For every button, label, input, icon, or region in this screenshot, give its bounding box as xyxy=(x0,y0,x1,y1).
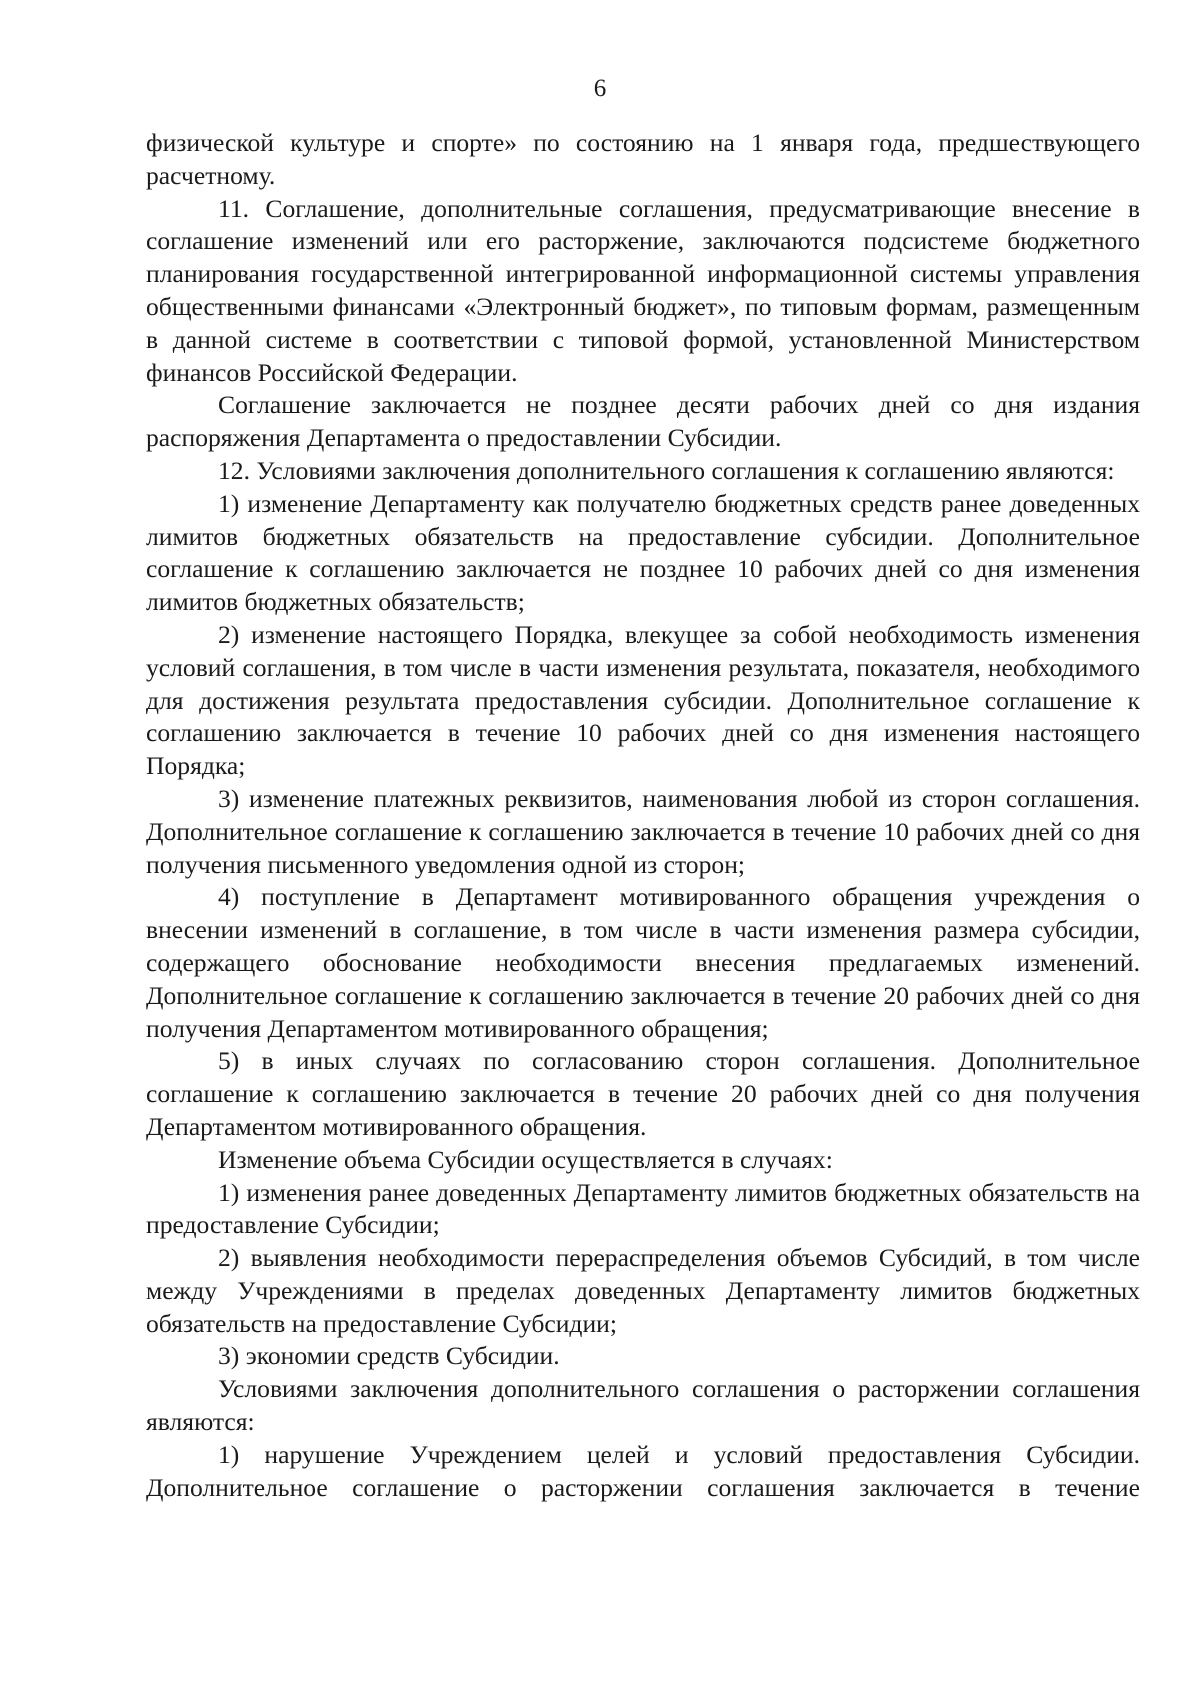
document-body xyxy=(146,127,1140,1504)
list-item-12-5: 5) в иных случаях по согласованию сторон соглашения. Дополнительное соглашение к соглашению заключается в течение 20 рабочих дней со дня получения Департаментом мотивированного обращения. xyxy=(146,1046,1140,1141)
list-item-12-2: 2) изменение настоящего Порядка, влекущее за собой необходимость изменения условий соглашения, в том числе в части изменения результата, показателя, необходимого для достижения результата предоставления субсидии. Дополнительное соглашение к соглашению заключается в течение 10 рабочих дней со дня изменения настоящего Порядка; xyxy=(146,619,1140,781)
list-item-12-4: 4) поступление в Департамент мотивированного обращения учреждения о внесении изменений в соглашение, в том числе в части изменения размера субсидии, содержащего обоснование необходимости внесения предлагаемых изменений. Дополнительное соглашение к соглашению заключается в течение 20 рабочих дней со дня получения Департаментом мотивированного обращения; xyxy=(146,882,1140,1043)
list-item-volume-3: 3) экономии средств Субсидии. xyxy=(218,1341,560,1371)
list-item-termination-1: 1) нарушение Учреждением целей и условий предоставления Субсидии. Дополнительное соглашение о расторжении соглашения заключается в течение xyxy=(146,1439,1140,1502)
list-item-12-1: 1) изменение Департаменту как получателю бюджетных средств ранее доведенных лимитов бюджетных обязательств на предоставление субсидии. Дополнительное соглашение к соглашению заключается не позднее 10 рабочих дней со дня изменения лимитов бюджетных обязательств; xyxy=(146,488,1140,617)
list-item-volume-1: 1) изменения ранее доведенных Департаменту лимитов бюджетных обязательств на предоставление Субсидии; xyxy=(146,1177,1140,1240)
paragraph-agreement-term: Соглашение заключается не позднее десяти рабочих дней со дня издания распоряжения Департамента о предоставлении Субсидии. xyxy=(146,390,1140,453)
paragraph-termination-conditions: Условиями заключения дополнительного соглашения о расторжении соглашения являются: xyxy=(146,1374,1140,1437)
list-item-12-3: 3) изменение платежных реквизитов, наименования любой из сторон соглашения. Дополнительное соглашение к соглашению заключается в течение 10 рабочих дней со дня получения письменного уведомления одной из сторон; xyxy=(146,783,1140,879)
paragraph-volume-change: Изменение объема Субсидии осуществляется в случаях: xyxy=(218,1144,833,1174)
paragraph-continuation: физической культуре и спорте» по состоянию на 1 января года, предшествующего расчетному. xyxy=(146,128,1140,190)
page-number: 6 xyxy=(593,75,607,102)
paragraph-item-12: 12. Условиями заключения дополнительного соглашения к соглашению являются: xyxy=(218,455,1115,485)
list-item-volume-2: 2) выявления необходимости перераспределения объемов Субсидий, в том числе между Учреждениями в пределах доведенных Департаменту лимитов бюджетных обязательств на предоставление Субсидии; xyxy=(146,1243,1140,1338)
paragraph-item-11: 11. Соглашение, дополнительные соглашения, предусматривающие внесение в соглашение изменений или его расторжение, заключаются подсистеме бюджетного планирования государственной интегрированной информационной системы управления общественными финансами «Электронный бюджет», по типовым формам, размещенным в данной системе в соответствии с типовой формой, установленной Министерством финансов Российской Федерации. xyxy=(146,193,1140,387)
